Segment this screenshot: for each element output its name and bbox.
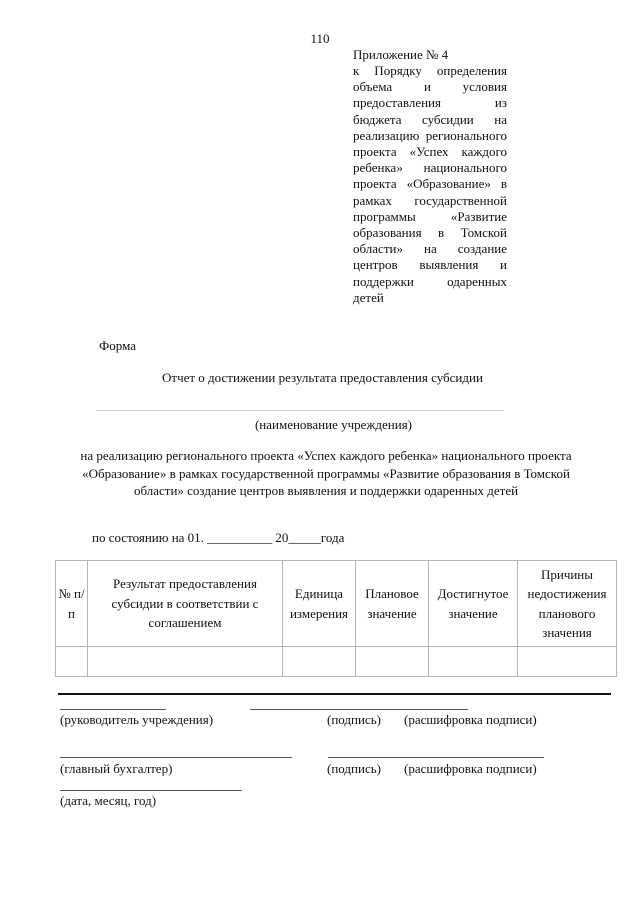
head-caption: (руководитель учреждения) (60, 712, 214, 727)
accountant-signature-line (328, 757, 544, 758)
table-row (56, 647, 617, 677)
report-table (55, 560, 617, 677)
accountant-decoding-caption: (расшифровка подписи) (404, 761, 537, 776)
head-signature-caption: (подпись) (327, 712, 381, 727)
page-number: 110 (310, 31, 330, 46)
accountant-signature-caption: (подпись) (327, 761, 381, 776)
date-line (60, 790, 242, 791)
institution-name-line (96, 410, 504, 411)
header-number: № п/п (56, 561, 88, 647)
header-achieved: Достигнутое значение (429, 561, 518, 647)
table-cell[interactable] (283, 647, 356, 677)
header-planned: Плановое значение (356, 561, 429, 647)
as-of-date: по состоянию на 01. __________ 20_____года (92, 530, 345, 545)
accountant-caption: (главный бухгалтер) (60, 761, 173, 776)
table-cell[interactable] (56, 647, 88, 677)
appendix-title: Приложение № 4 (353, 47, 449, 62)
institution-caption: (наименование учреждения) (254, 417, 413, 432)
report-title: Отчет о достижении результата предоставления субсидии (162, 370, 483, 385)
report-purpose: на реализацию регионального проекта «Успех каждого ребенка» национального проекта «Образование» в рамках государственной программы «Развитие образования в Томской области» создание центров выявления и поддержки одаренных детей (80, 448, 572, 498)
header-result: Результат предоставления субсидии в соответствии с соглашением (88, 561, 283, 647)
header-reasons: Причины недостижения планового значения (518, 561, 617, 647)
head-decoding-caption: (расшифровка подписи) (404, 712, 537, 727)
separator-line (58, 693, 611, 695)
date-caption: (дата, месяц, год) (60, 793, 157, 808)
header-unit: Единица измерения (283, 561, 356, 647)
table-cell[interactable] (429, 647, 518, 677)
form-label: Форма (99, 338, 136, 353)
appendix-body: к Порядку определения объема и условия предоставления из бюджета субсидии на реализацию регионального проекта «Успех каждого ребенка» национального проекта «Образование» в рамках государственной программы «Развитие образования в Томской области» на создание центров выявления и поддержки одаренных детей (353, 63, 507, 305)
table-cell[interactable] (88, 647, 283, 677)
table-cell[interactable] (356, 647, 429, 677)
head-signature-line (250, 709, 468, 710)
table-cell[interactable] (518, 647, 617, 677)
head-name-line (60, 709, 166, 710)
table-header-row (56, 561, 617, 647)
accountant-name-line (60, 757, 292, 758)
